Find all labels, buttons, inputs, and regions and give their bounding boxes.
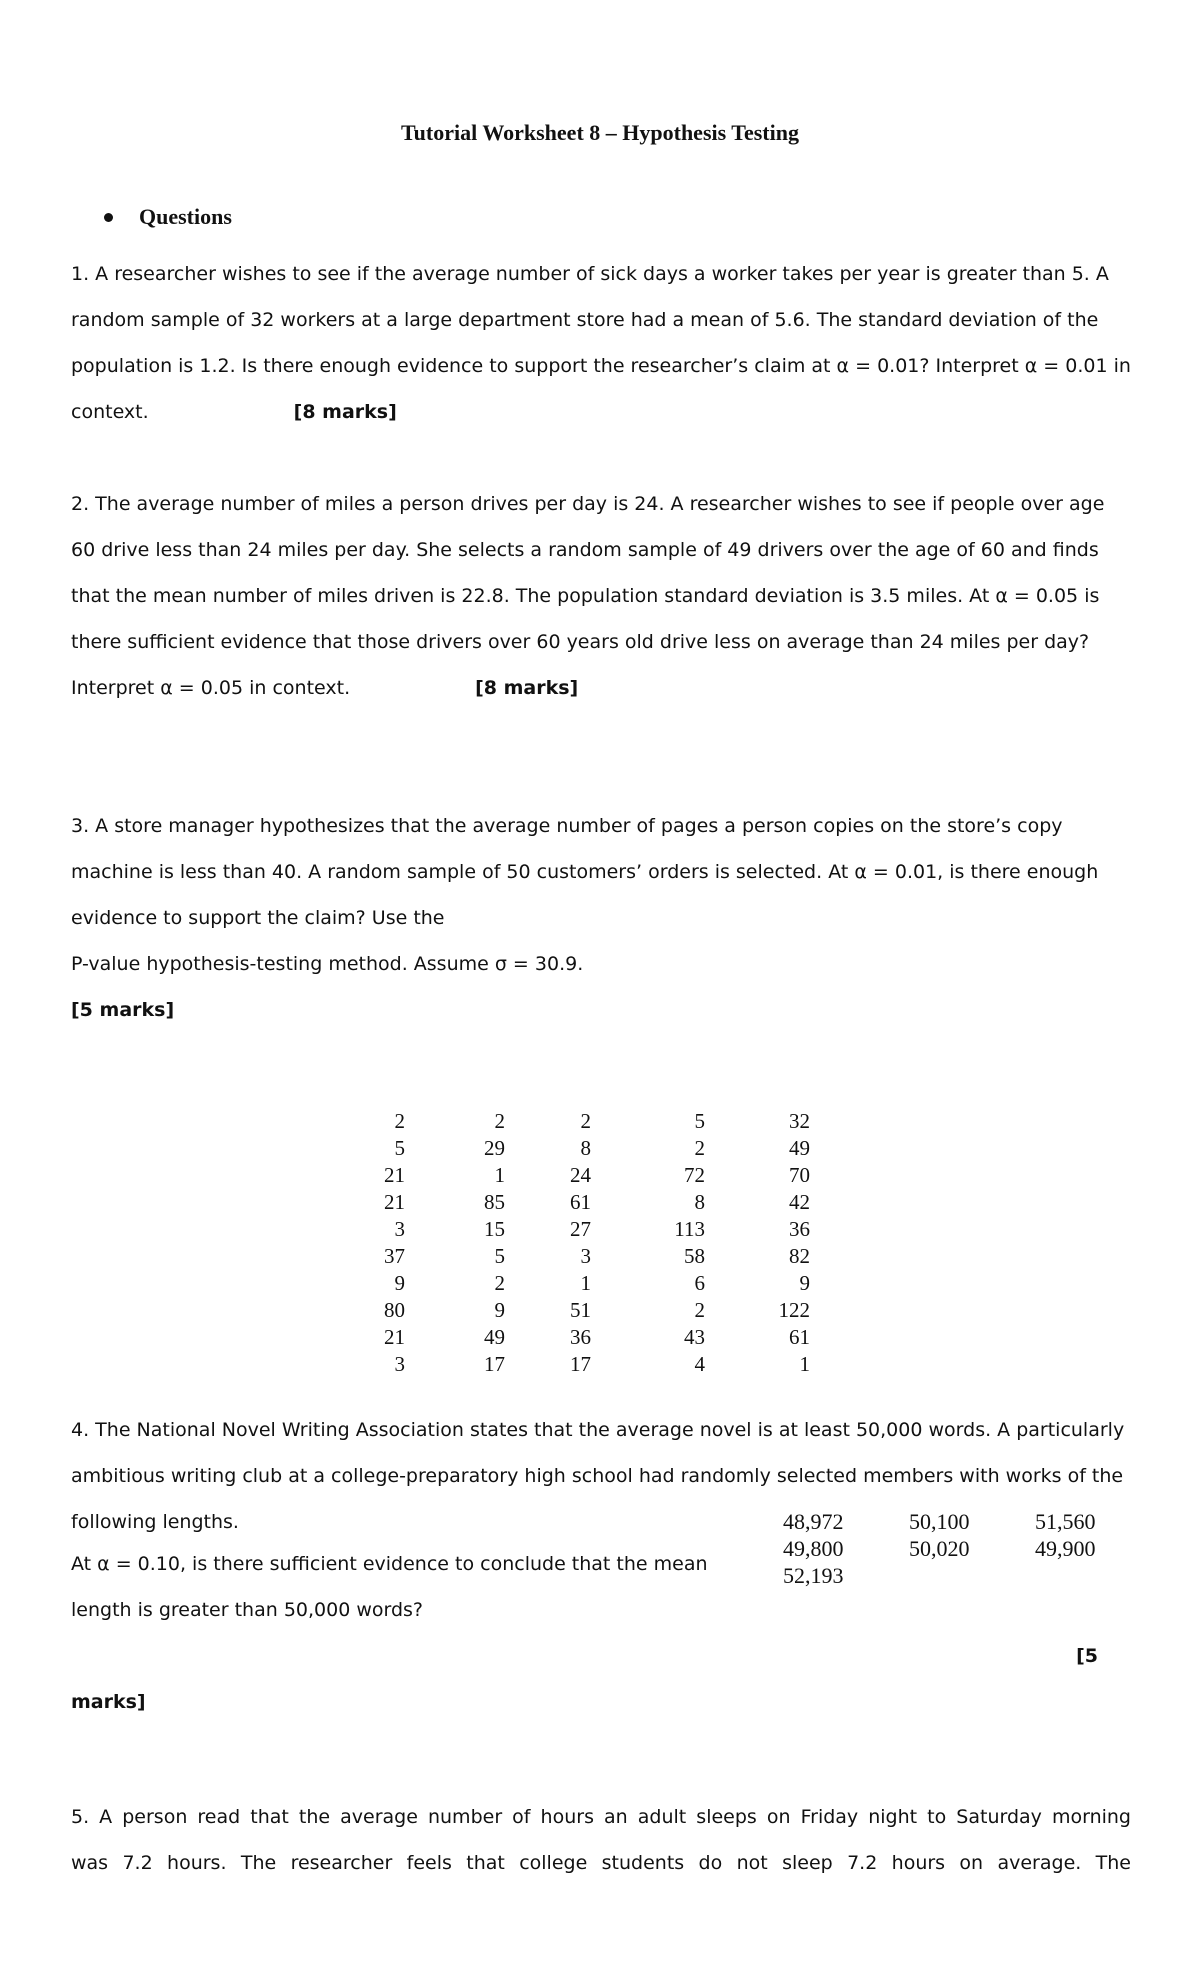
table-cell: 8 (694, 1190, 705, 1214)
table-cell: 4 (694, 1352, 705, 1376)
table-row (340, 1270, 810, 1297)
table-cell: 113 (674, 1217, 705, 1241)
table-row (783, 1562, 1161, 1589)
table-cell: 61 (570, 1190, 591, 1214)
table-cell: 5 (694, 1109, 705, 1133)
table-cell: 51,560 (1035, 1509, 1096, 1534)
table-cell: 17 (484, 1352, 505, 1376)
table-cell: 1 (494, 1163, 505, 1187)
table-cell: 50,020 (909, 1536, 970, 1561)
table-cell: 51 (570, 1298, 591, 1322)
question-3 (71, 803, 1131, 1033)
table-cell: 80 (384, 1298, 405, 1322)
question-3-text-2: P-value hypothesis-testing method. Assume σ = 30.9. (71, 953, 584, 975)
question-5-line-1 (71, 1794, 1131, 1840)
table-cell: 27 (570, 1217, 591, 1241)
table-cell: 8 (580, 1136, 591, 1160)
table-cell: 2 (394, 1109, 405, 1133)
table-cell: 49 (484, 1325, 505, 1349)
question-2-marks: [8 marks] (475, 677, 579, 699)
table-cell: 2 (494, 1271, 505, 1295)
section-heading-label: Questions (139, 204, 232, 229)
table-cell: 5 (394, 1136, 405, 1160)
table-cell: 2 (580, 1109, 591, 1133)
table-cell: 5 (494, 1244, 505, 1268)
table-cell: 61 (789, 1325, 810, 1349)
table-cell: 9 (494, 1298, 505, 1322)
table-cell: 70 (789, 1163, 810, 1187)
table-cell: 36 (570, 1325, 591, 1349)
page-title: Tutorial Worksheet 8 – Hypothesis Testing (401, 120, 799, 145)
question-5-text: 5. A person read that the average number of hours an adult sleeps on Friday night to Saturday morning (71, 1806, 1131, 1828)
table-row (340, 1324, 810, 1351)
table-cell (909, 1562, 1035, 1589)
bullet-icon (104, 213, 113, 222)
table-row (340, 1162, 810, 1189)
table-cell: 50,100 (909, 1509, 970, 1534)
table-cell: 85 (484, 1190, 505, 1214)
question-4-question (71, 1541, 751, 1633)
table-cell: 49,800 (783, 1536, 844, 1561)
table-cell: 3 (580, 1244, 591, 1268)
table-cell: 122 (778, 1298, 810, 1322)
table-cell: 9 (799, 1271, 810, 1295)
table-cell: 21 (384, 1163, 405, 1187)
table-cell: 17 (570, 1352, 591, 1376)
table-cell: 48,972 (783, 1509, 844, 1534)
table-cell: 1 (799, 1352, 810, 1376)
table-cell: 49 (789, 1136, 810, 1160)
table-cell: 2 (494, 1109, 505, 1133)
question-2 (71, 481, 1131, 711)
question-5-text-2: was 7.2 hours. The researcher feels that college students do not sleep 7.2 hours on average. The (71, 1852, 1131, 1874)
table-row (783, 1535, 1161, 1562)
table-cell: 2 (694, 1136, 705, 1160)
table-row (340, 1189, 810, 1216)
question-4-text-2: At α = 0.10, is there sufficient evidence to conclude that the mean length is greater than 50,000 words? (71, 1553, 708, 1621)
table-cell: 52,193 (783, 1563, 844, 1588)
question-5-line-2 (71, 1840, 1131, 1886)
table-cell: 3 (394, 1352, 405, 1376)
table-cell: 37 (384, 1244, 405, 1268)
table-cell: 72 (684, 1163, 705, 1187)
table-row (340, 1108, 810, 1135)
table-cell: 3 (394, 1217, 405, 1241)
table-cell: 9 (394, 1271, 405, 1295)
table-cell (1035, 1562, 1161, 1589)
table-cell: 21 (384, 1190, 405, 1214)
table-row (340, 1216, 810, 1243)
table-cell: 21 (384, 1325, 405, 1349)
table-row (340, 1351, 810, 1378)
table-cell: 42 (789, 1190, 810, 1214)
table-cell: 6 (694, 1271, 705, 1295)
question-4-data-table (783, 1508, 1161, 1589)
question-1-marks: [8 marks] (293, 401, 397, 423)
question-3-marks: [5 marks] (71, 999, 175, 1021)
question-3-text: 3. A store manager hypothesizes that the average number of pages a person copies on the store’s copy machine is less than 40. A random sample of 50 customers’ orders is selected. At α = 0.01, is there enough evidence to support the claim? Use the (71, 815, 1099, 929)
table-cell: 15 (484, 1217, 505, 1241)
table-cell: 29 (484, 1136, 505, 1160)
table-cell: 36 (789, 1217, 810, 1241)
section-heading (104, 204, 232, 230)
table-row (340, 1135, 810, 1162)
table-cell: 82 (789, 1244, 810, 1268)
table-cell: 32 (789, 1109, 810, 1133)
table-cell: 2 (694, 1298, 705, 1322)
question-1-text: 1. A researcher wishes to see if the average number of sick days a worker takes per year is greater than 5. A random sample of 32 workers at a large department store had a mean of 5.6. The standard deviation of the population is 1.2. Is there enough evidence to support the researcher’s claim at α = 0.01? Interpret α = 0.01 in context. (71, 263, 1131, 423)
table-row (340, 1243, 810, 1270)
question-2-text: 2. The average number of miles a person drives per day is 24. A researcher wishes to see if people over age 60 drive less than 24 miles per day. She selects a random sample of 49 drivers over the age of 60 and finds that the mean number of miles driven is 22.8. The population standard deviation is 3.5 miles. At α = 0.05 is there sufficient evidence that those drivers over 60 years old drive less on average than 24 miles per day? Interpret α = 0.05 in context. (71, 493, 1105, 699)
table-cell: 24 (570, 1163, 591, 1187)
table-cell: 49,900 (1035, 1536, 1096, 1561)
table-cell: 1 (580, 1271, 591, 1295)
question-3-data-table (340, 1108, 810, 1378)
table-cell: 58 (684, 1244, 705, 1268)
question-4-marks-part1: [5 (1076, 1645, 1098, 1667)
question-4-marks-part2: marks] (71, 1691, 146, 1713)
table-row (783, 1508, 1161, 1535)
question-1 (71, 251, 1131, 435)
question-4-text: 4. The National Novel Writing Association states that the average novel is at least 50,000 words. A particularly ambitious writing club at a college-preparatory high school had randomly selected members with works of the following lengths. (71, 1419, 1125, 1533)
table-row (340, 1297, 810, 1324)
table-cell: 43 (684, 1325, 705, 1349)
